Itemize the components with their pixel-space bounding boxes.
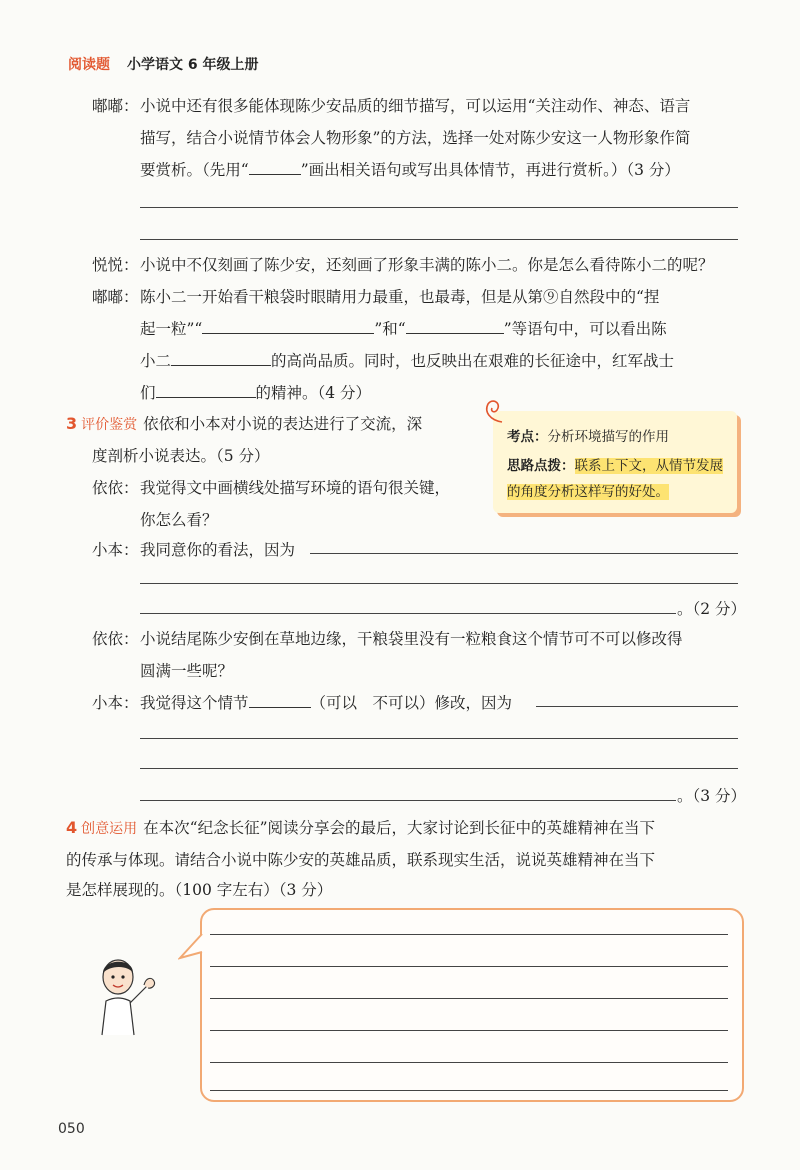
text: 我觉得这个情节: [140, 694, 249, 712]
boy-illustration: [88, 955, 180, 1041]
underline-sample: [249, 160, 301, 175]
section4-heading: [66, 817, 655, 840]
book-title: 小学语文 6 年级上册: [127, 57, 259, 73]
yiyi2-line2: 圆满一些呢？: [140, 662, 234, 680]
writing-line[interactable]: [210, 1030, 728, 1031]
answer-line[interactable]: [140, 738, 738, 739]
answer-line[interactable]: [536, 706, 738, 707]
xiaoben2-text: [140, 692, 512, 714]
dialog3-line1: 陈小二一开始看干粮袋时眼睛用力最重，也最毒，但是从第⑨自然段中的“捏: [140, 288, 660, 306]
section-number: 3: [66, 414, 78, 433]
answer-line[interactable]: [140, 583, 738, 584]
section3-heading: [66, 413, 422, 436]
section4-text1: 在本次“纪念长征”阅读分享会的最后，大家讨论到长征中的英雄精神在当下: [143, 819, 655, 837]
blank-input[interactable]: [202, 319, 374, 334]
dialog1-line3b: ”画出相关语句或写出具体情节，再进行赏析。）（3 分）: [300, 161, 680, 179]
xiaoben1-text: 我同意你的看法，因为: [140, 541, 296, 559]
text: ”等语句中，可以看出陈: [503, 320, 667, 338]
speaker-dudu: 嘟嘟：: [92, 288, 139, 306]
speaker-yueyue: 悦悦：: [92, 256, 139, 274]
score-2: 。（2 分）: [677, 600, 747, 618]
paperclip-icon: [480, 398, 510, 424]
text: ”和“: [374, 320, 406, 338]
writing-area[interactable]: [200, 908, 744, 1102]
blank-input[interactable]: [171, 351, 271, 366]
answer-line[interactable]: [140, 800, 676, 801]
writing-line[interactable]: [210, 998, 728, 999]
text: 们: [140, 384, 156, 402]
note-text: 分析环境描写的作用: [547, 429, 669, 445]
note-row1: [507, 425, 669, 445]
dialog1-line3: [140, 159, 680, 181]
text: 的高尚品质。同时，也反映出在艰难的长征途中，红军战士: [271, 352, 675, 370]
text: 小二: [140, 352, 172, 370]
section3-text2: 度剖析小说表达。（5 分）: [92, 447, 270, 465]
dialog3-line4: [140, 382, 371, 404]
note-row2: [507, 453, 731, 505]
blank-input[interactable]: [406, 319, 504, 334]
yiyi1-line2: 你怎么看？: [140, 511, 218, 529]
bubble-tail: [178, 932, 204, 962]
speaker-dudu: 嘟嘟：: [92, 97, 139, 115]
text: 起一粒”“: [140, 320, 203, 338]
page-number: 050: [58, 1121, 85, 1137]
dialog1-line3a: 要赏析。（先用“: [140, 161, 249, 179]
answer-line[interactable]: [140, 768, 738, 769]
speaker-yiyi: 依依：: [92, 630, 139, 648]
dialog2-text: 小说中不仅刻画了陈少安，还刻画了形象丰满的陈小二。你是怎么看待陈小二的呢？: [140, 256, 714, 274]
section4-text2: 的传承与体现。请结合小说中陈少安的英雄品质，联系现实生活，说说英雄精神在当下: [66, 851, 656, 869]
answer-line[interactable]: [310, 553, 738, 554]
section3-text1: 依依和小本对小说的表达进行了交流，深: [143, 415, 423, 433]
dialog1-line2: 描写，结合小说情节体会人物形象”的方法，选择一处对陈少安这一人物形象作简: [140, 129, 691, 147]
writing-line[interactable]: [210, 1090, 728, 1091]
dialog1-line1: 小说中还有很多能体现陈少安品质的细节描写，可以运用“关注动作、神态、语言: [140, 97, 691, 115]
answer-line[interactable]: [140, 613, 676, 614]
dialog3-line2: [140, 318, 667, 340]
speaker-yiyi: 依依：: [92, 479, 139, 497]
answer-line[interactable]: [140, 239, 738, 240]
section-number: 4: [66, 818, 78, 837]
text: 的精神。（4 分）: [255, 384, 372, 402]
score-3: 。（3 分）: [677, 787, 747, 805]
section-tag: 创意运用: [81, 821, 138, 837]
tip-note: [493, 411, 737, 513]
note-label: 思路点拨：: [507, 458, 575, 474]
note-label: 考点：: [507, 429, 548, 445]
yiyi1-line1: 我觉得文中画横线处描写环境的语句很关键，: [140, 479, 451, 497]
header-tag: 阅读题: [68, 57, 110, 73]
answer-line[interactable]: [140, 207, 738, 208]
writing-line[interactable]: [210, 934, 728, 935]
section4-text3: 是怎样展现的。（100 字左右）（3 分）: [66, 881, 333, 899]
yiyi2-line1: 小说结尾陈少安倒在草地边缘，干粮袋里没有一粒粮食这个情节可不可以修改得: [140, 630, 683, 648]
text: （可以 不可以）修改，因为: [310, 694, 513, 712]
writing-line[interactable]: [210, 966, 728, 967]
blank-input[interactable]: [156, 383, 256, 398]
speaker-xiaoben: 小本：: [92, 541, 139, 559]
writing-line[interactable]: [210, 1062, 728, 1063]
note-highlight: 联系上下文，从情节发展的角度分析这样写的好处。: [507, 458, 723, 500]
dialog3-line3: [140, 350, 674, 372]
section-tag: 评价鉴赏: [81, 417, 138, 433]
speaker-xiaoben: 小本：: [92, 694, 139, 712]
blank-input[interactable]: [249, 693, 311, 708]
